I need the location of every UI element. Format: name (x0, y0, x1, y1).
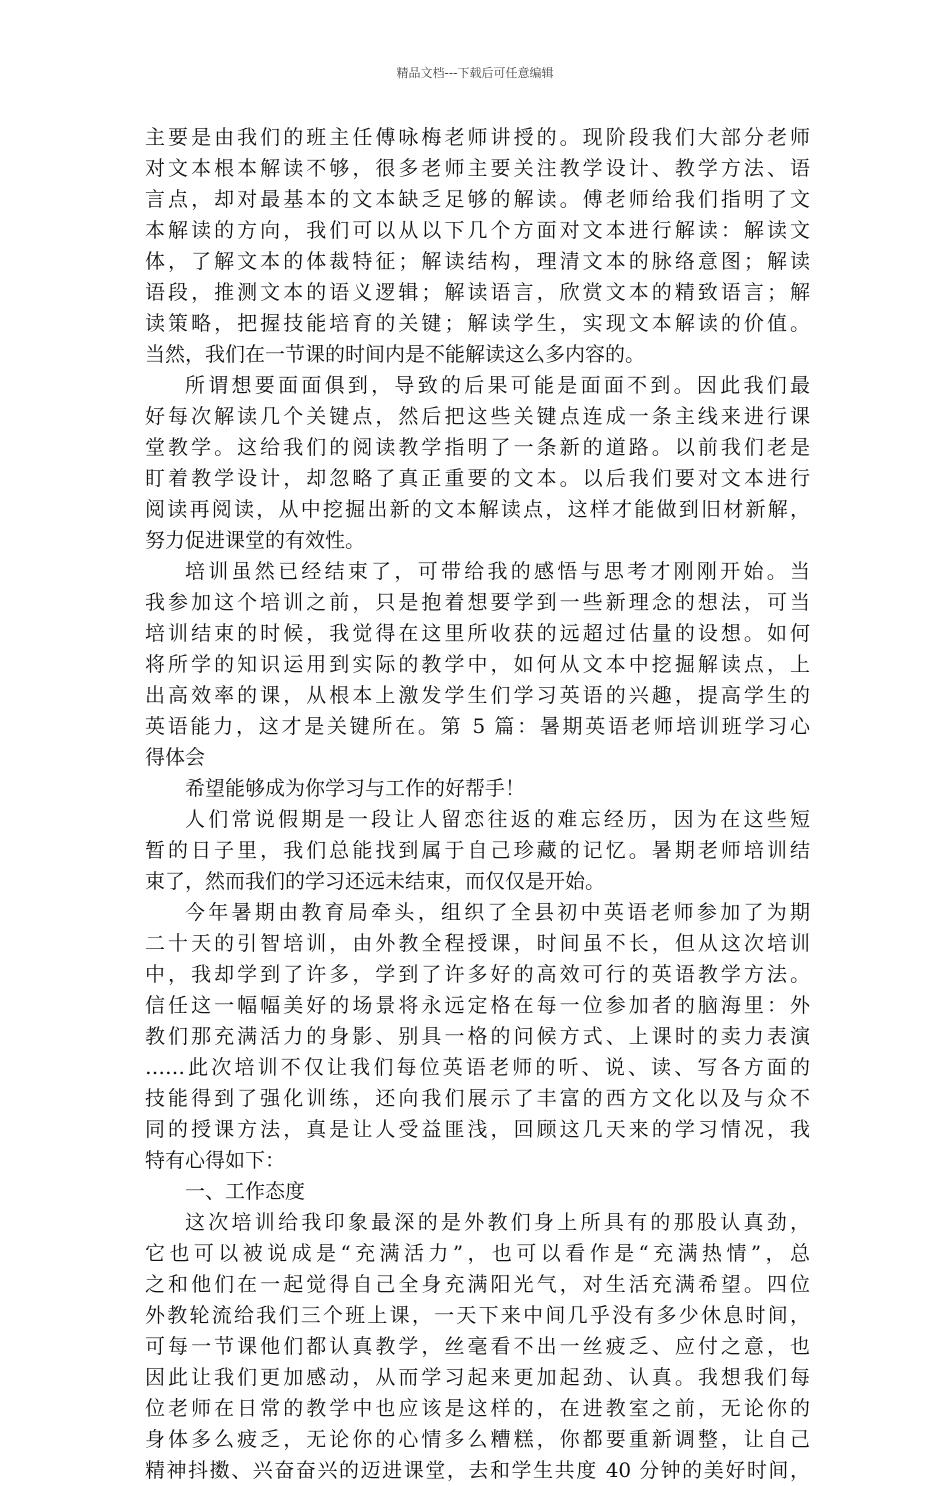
text-line: 技能得到了强化训练，还向我们展示了丰富的西方文化以及与众不 (145, 1086, 810, 1110)
text-line: 一、工作态度 (185, 1179, 305, 1203)
text-line: 特有心得如下： (145, 1148, 285, 1172)
text-line: 精神抖擞、兴奋奋兴的迈进课堂，去和学生共度 40 分钟的美好时间， (145, 1458, 810, 1482)
text-line: 因此让我们更加感动，从而学习起来更加起劲、认真。我想我们每 (145, 1365, 810, 1389)
text-line: 体，了解文本的体裁特征；解读结构，理清文本的脉络意图；解读 (145, 249, 810, 273)
text-line: 教们那充满活力的身影、别具一格的问候方式、上课时的卖力表演 (145, 1024, 810, 1048)
text-line: ……此次培训不仅让我们每位英语老师的听、说、读、写各方面的 (145, 1055, 810, 1079)
text-line: 二十天的引智培训，由外教全程授课，时间虽不长，但从这次培训 (145, 931, 810, 955)
text-line: 同的授课方法，真是让人受益匪浅，回顾这几天来的学习情况，我 (145, 1117, 810, 1141)
text-line: 出高效率的课，从根本上激发学生们学习英语的兴趣，提高学生的 (145, 683, 810, 707)
text-line: 主要是由我们的班主任傅咏梅老师讲授的。现阶段我们大部分老师 (145, 125, 810, 149)
text-line: 英语能力，这才是关键所在。第 5 篇：暑期英语老师培训班学习心 (145, 714, 810, 738)
text-line: 盯着教学设计，却忽略了真正重要的文本。以后我们要对文本进行 (145, 466, 810, 490)
text-line: 今年暑期由教育局牵头，组织了全县初中英语老师参加了为期 (185, 900, 810, 924)
text-line: 对文本根本解读不够，很多老师主要关注教学设计、教学方法、语 (145, 156, 810, 180)
text-line: 中，我却学到了许多，学到了许多好的高效可行的英语教学方法。 (145, 962, 810, 986)
document-body (145, 122, 810, 1486)
text-line: 暂的日子里，我们总能找到属于自己珍藏的记忆。暑期老师培训结 (145, 838, 810, 862)
text-line: 它也可以被说成是“充满活力”，也可以看作是“充满热情”，总 (145, 1241, 810, 1265)
text-line: 信任这一幅幅美好的场景将永远定格在每一位参加者的脑海里：外 (145, 993, 810, 1017)
text-line: 将所学的知识运用到实际的教学中，如何从文本中挖掘解读点，上 (145, 652, 810, 676)
text-line: 人们常说假期是一段让人留恋往返的难忘经历，因为在这些短 (185, 807, 810, 831)
text-line: 努力促进课堂的有效性。 (145, 528, 365, 552)
text-line: 这次培训给我印象最深的是外教们身上所具有的那股认真劲， (185, 1210, 810, 1234)
text-line: 希望能够成为你学习与工作的好帮手！ (185, 776, 525, 800)
text-line: 语段，推测文本的语义逻辑；解读语言，欣赏文本的精致语言；解 (145, 280, 810, 304)
text-line: 束了，然而我们的学习还远未结束，而仅仅是开始。 (145, 869, 605, 893)
text-line: 堂教学。这给我们的阅读教学指明了一条新的道路。以前我们老是 (145, 435, 810, 459)
text-line: 之和他们在一起觉得自己全身充满阳光气，对生活充满希望。四位 (145, 1272, 810, 1296)
text-line: 得体会 (145, 745, 205, 769)
page-header: 精品文档---下载后可任意编辑 (396, 66, 554, 80)
text-line: 言点，却对最基本的文本缺乏足够的解读。傅老师给我们指明了文 (145, 187, 810, 211)
text-line: 本解读的方向，我们可以从以下几个方面对文本进行解读：解读文 (145, 218, 810, 242)
text-line: 阅读再阅读，从中挖掘出新的文本解读点，这样才能做到旧材新解， (145, 497, 810, 521)
text-line: 培训结束的时候，我觉得在这里所收获的远超过估量的设想。如何 (145, 621, 810, 645)
text-line: 所谓想要面面俱到，导致的后果可能是面面不到。因此我们最 (185, 373, 810, 397)
text-line: 外教轮流给我们三个班上课，一天下来中间几乎没有多少休息时间， (145, 1303, 810, 1327)
text-line: 位老师在日常的教学中也应该是这样的，在进教室之前，无论你的 (145, 1396, 810, 1420)
text-line: 可每一节课他们都认真教学，丝毫看不出一丝疲乏、应付之意，也 (145, 1334, 810, 1358)
text-line: 当然，我们在一节课的时间内是不能解读这么多内容的。 (145, 342, 645, 366)
text-line: 我参加这个培训之前，只是抱着想要学到一些新理念的想法，可当 (145, 590, 810, 614)
text-line: 身体多么疲乏，无论你的心情多么糟糕，你都要重新调整，让自己 (145, 1427, 810, 1451)
text-line: 读策略，把握技能培育的关键；解读学生，实现文本解读的价值。 (145, 311, 810, 335)
text-line: 培训虽然已经结束了，可带给我的感悟与思考才刚刚开始。当 (185, 559, 810, 583)
text-line: 好每次解读几个关键点，然后把这些关键点连成一条主线来进行课 (145, 404, 810, 428)
